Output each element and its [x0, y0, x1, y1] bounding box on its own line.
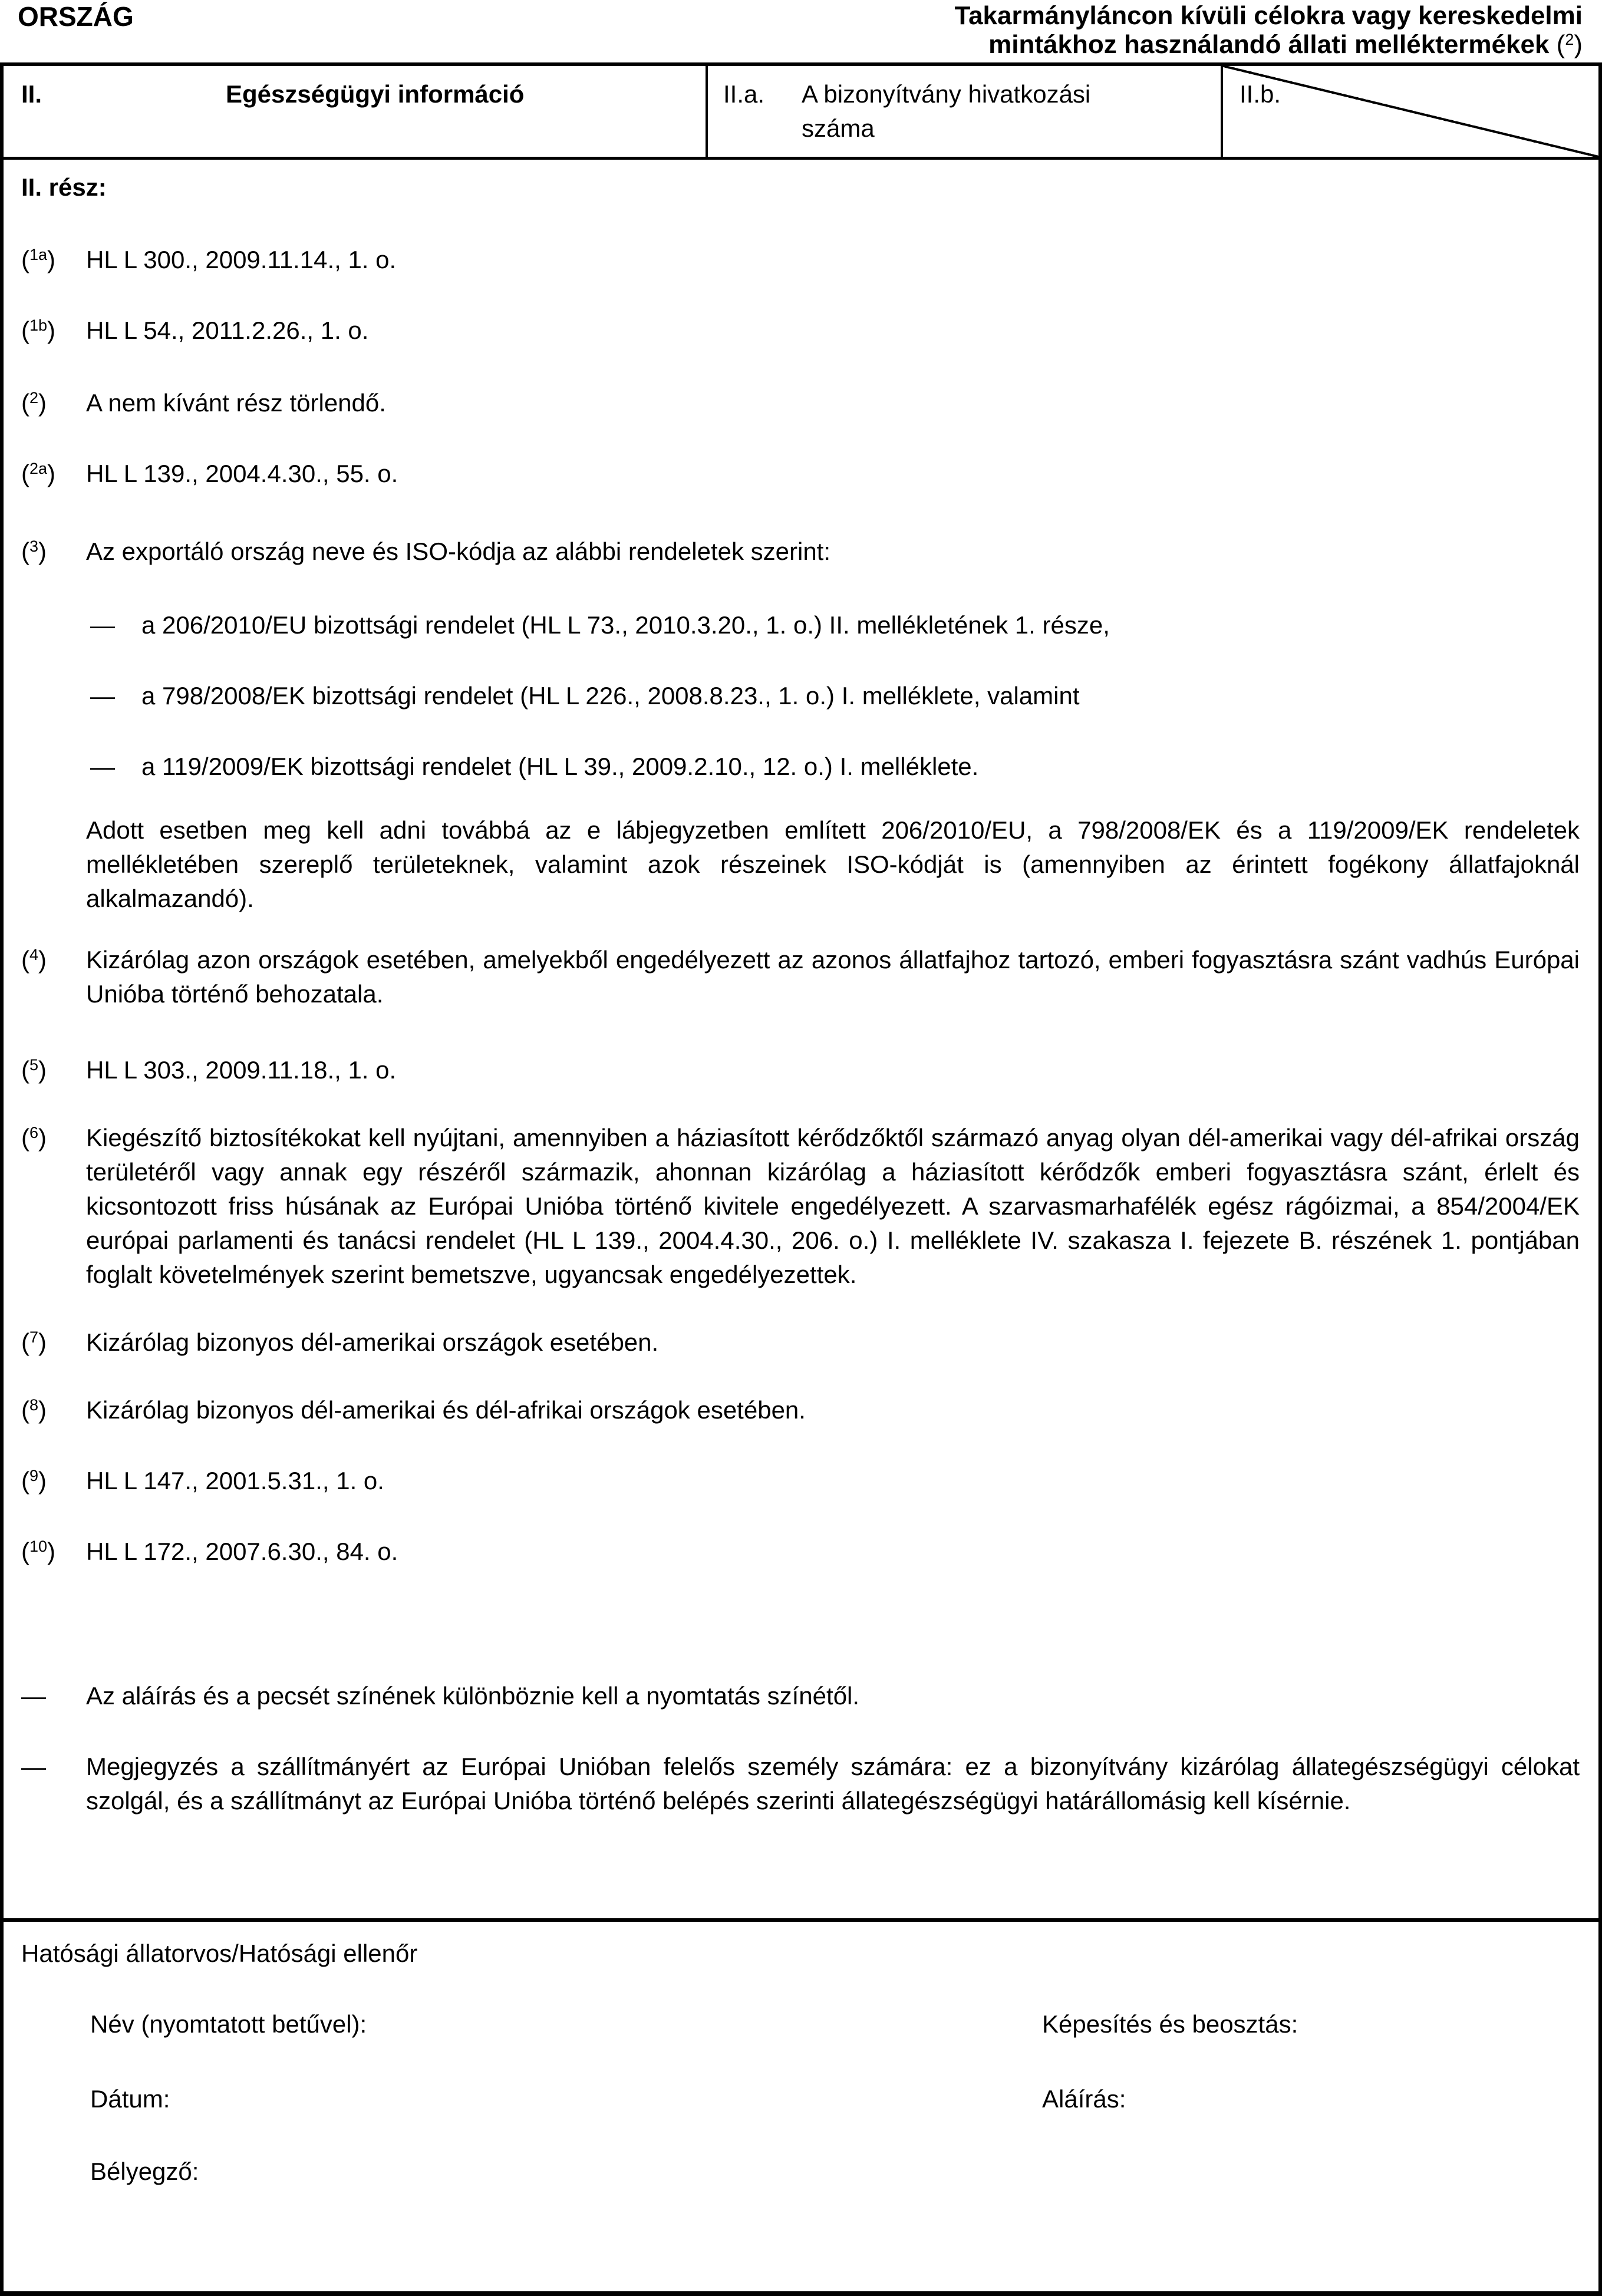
dash-bullet: — — [21, 1753, 46, 1780]
part2-notes — [4, 160, 1598, 1918]
document-title-line1: Takarmányláncon kívüli célokra vagy kereskedelmi — [954, 1, 1583, 30]
health-information-cell — [4, 66, 708, 157]
footnote-marker: ($^3$) — [21, 537, 47, 565]
dash-bullet: — — [90, 753, 115, 780]
footnote-marker: ($^{2a}$) — [21, 460, 56, 487]
footnote-1a — [21, 243, 1580, 277]
local-reference-label: II.b. — [1240, 80, 1281, 108]
footnote-marker: ($^{1b}$) — [21, 316, 56, 344]
dash-bullet: — — [21, 1682, 46, 1710]
footnote-text: HL L 172., 2007.6.30., 84. o. — [86, 1538, 398, 1565]
footnote-text: Kiegészítő biztosítékokat kell nyújtani, amennyiben a háziasított kérődzőktől származó anyag olyan dél-amerikai vagy dél-afrikai ország területéről vagy annak egy részéről származik, ahonnan kizárólag a háziasított kérődzők emberi fogyasztásra szánt, érlelt és kicsontozott friss húsának az Európai Unióba történő kivitele engedélyezett. A szarvasmarhafélék egész rágóizmai, a 854/2004/EK európai parlamenti és tanácsi rendelet (HL L 139., 2004.4.30., 206. o.) I. melléklete IV. szakasza I. fejezete B. részének 1. pontjában foglalt követelmények szerint bemetszve, ugyancsak engedélyezettek. — [86, 1124, 1580, 1288]
footnote-text: HL L 54., 2011.2.26., 1. o. — [86, 316, 369, 344]
signature-label: Aláírás: — [1042, 2085, 1126, 2113]
footnote-10 — [21, 1535, 1580, 1569]
title-footnote-ref: ($^2$) — [1556, 30, 1583, 59]
footnote-4 — [21, 943, 1580, 1011]
footnote-text: Kizárólag bizonyos dél-amerikai országok esetében. — [86, 1328, 659, 1356]
footnote-2a — [21, 457, 1580, 491]
footnote-2 — [21, 386, 1580, 420]
footnote-8 — [21, 1393, 1580, 1427]
local-reference-cell — [1223, 66, 1598, 157]
stamp-label: Bélyegző: — [90, 2158, 199, 2185]
footnote-7 — [21, 1325, 1580, 1360]
regulation-item-text: a 798/2008/EK bizottsági rendelet (HL L 226., 2008.8.23., 1. o.) I. melléklete, valamint — [141, 682, 1080, 710]
footnote-marker: ($^9$) — [21, 1467, 47, 1495]
regulation-item-798-2008 — [90, 679, 1580, 713]
officer-section — [4, 1918, 1598, 2291]
section-title: Egészségügyi információ — [226, 80, 525, 108]
regulation-item-206-2010 — [90, 608, 1580, 642]
document-title — [954, 1, 1583, 59]
regulation-item-text: a 206/2010/EU bizottsági rendelet (HL L 73., 2010.3.20., 1. o.) II. mellékletének 1. része, — [141, 611, 1110, 639]
footnote-marker: ($^7$) — [21, 1328, 47, 1356]
reference-label: A bizonyítvány hivatkozási száma — [802, 80, 1091, 142]
footnote-text: HL L 139., 2004.4.30., 55. o. — [86, 460, 398, 487]
form-box — [0, 62, 1602, 2296]
regulation-item-text: a 119/2009/EK bizottsági rendelet (HL L 39., 2009.2.10., 12. o.) I. melléklete. — [141, 753, 979, 780]
reference-number-label: II.a. — [723, 80, 765, 108]
footnote-1b — [21, 314, 1580, 348]
footnote-marker: ($^{1a}$) — [21, 246, 56, 273]
date-label: Dátum: — [90, 2085, 170, 2113]
qualification-label: Képesítés és beosztás: — [1042, 2010, 1298, 2038]
footnote-text: HL L 303., 2009.11.18., 1. o. — [86, 1056, 397, 1084]
footnote-text: Kizárólag azon országok esetében, amelyekből engedélyezett az azonos állatfajhoz tartozó, emberi fogyasztásra szánt vadhús Európai Unióba történő behozatala. — [86, 946, 1580, 1008]
footnote-marker: ($^{10}$) — [21, 1538, 56, 1565]
footnote-text: A nem kívánt rész törlendő. — [86, 389, 386, 417]
footnote-9 — [21, 1464, 1580, 1498]
footnote-5 — [21, 1053, 1580, 1087]
footnote-3 — [21, 535, 1580, 569]
footnote-marker: ($^8$) — [21, 1396, 47, 1424]
section-number: II. — [21, 80, 42, 108]
officer-heading: Hatósági állatorvos/Hatósági ellenőr — [21, 1939, 418, 1967]
footnote-text: Az exportáló ország neve és ISO-kódja az alábbi rendeletek szerint: — [86, 537, 831, 565]
footnote-text: HL L 300., 2009.11.14., 1. o. — [86, 246, 397, 273]
footnote-text: HL L 147., 2001.5.31., 1. o. — [86, 1467, 384, 1495]
footnote-6 — [21, 1121, 1580, 1292]
regulation-item-119-2009 — [90, 750, 1580, 784]
part2-heading: II. rész: — [21, 173, 107, 201]
document-title-line2: mintákhoz használandó állati melléktermékek — [988, 30, 1550, 59]
footnote-marker: ($^6$) — [21, 1124, 47, 1152]
page-header — [18, 1, 1583, 59]
note-text: Az aláírás és a pecsét színének különböznie kell a nyomtatás színétől. — [86, 1682, 860, 1710]
section-header-row — [4, 66, 1598, 160]
footnote-marker: ($^4$) — [21, 946, 47, 974]
footnote-marker: ($^5$) — [21, 1056, 47, 1084]
footnote-3-paragraph: Adott esetben meg kell adni továbbá az e lábjegyzetben említett 206/2010/EU, a 798/2008/EK és a 119/2009/EK rendeletek mellékletében szereplő területeknek, valamint azok részeinek ISO-kódját is (amennyiben az érintett fogékony állatfajoknál alkalmazandó). — [86, 816, 1580, 912]
footnote-text: Kizárólag bizonyos dél-amerikai és dél-afrikai országok esetében. — [86, 1396, 806, 1424]
certificate-reference-cell — [708, 66, 1223, 157]
footnote-marker: ($^2$) — [21, 389, 47, 417]
dash-bullet: — — [90, 611, 115, 639]
country-label: ORSZÁG — [18, 1, 134, 32]
note-text: Megjegyzés a szállítmányért az Európai Unióban felelős személy számára: ez a bizonyítvány kizárólag állategészségügyi célokat szolgál, és a szállítmányt az Európai Unióba történő belépés szerinti állategészségügyi határállomásig kell kísérnie. — [86, 1753, 1580, 1815]
consignment-note — [21, 1750, 1580, 1818]
name-label: Név (nyomtatott betűvel): — [90, 2010, 367, 2038]
dash-bullet: — — [90, 682, 115, 710]
signature-colour-note — [21, 1679, 1580, 1713]
